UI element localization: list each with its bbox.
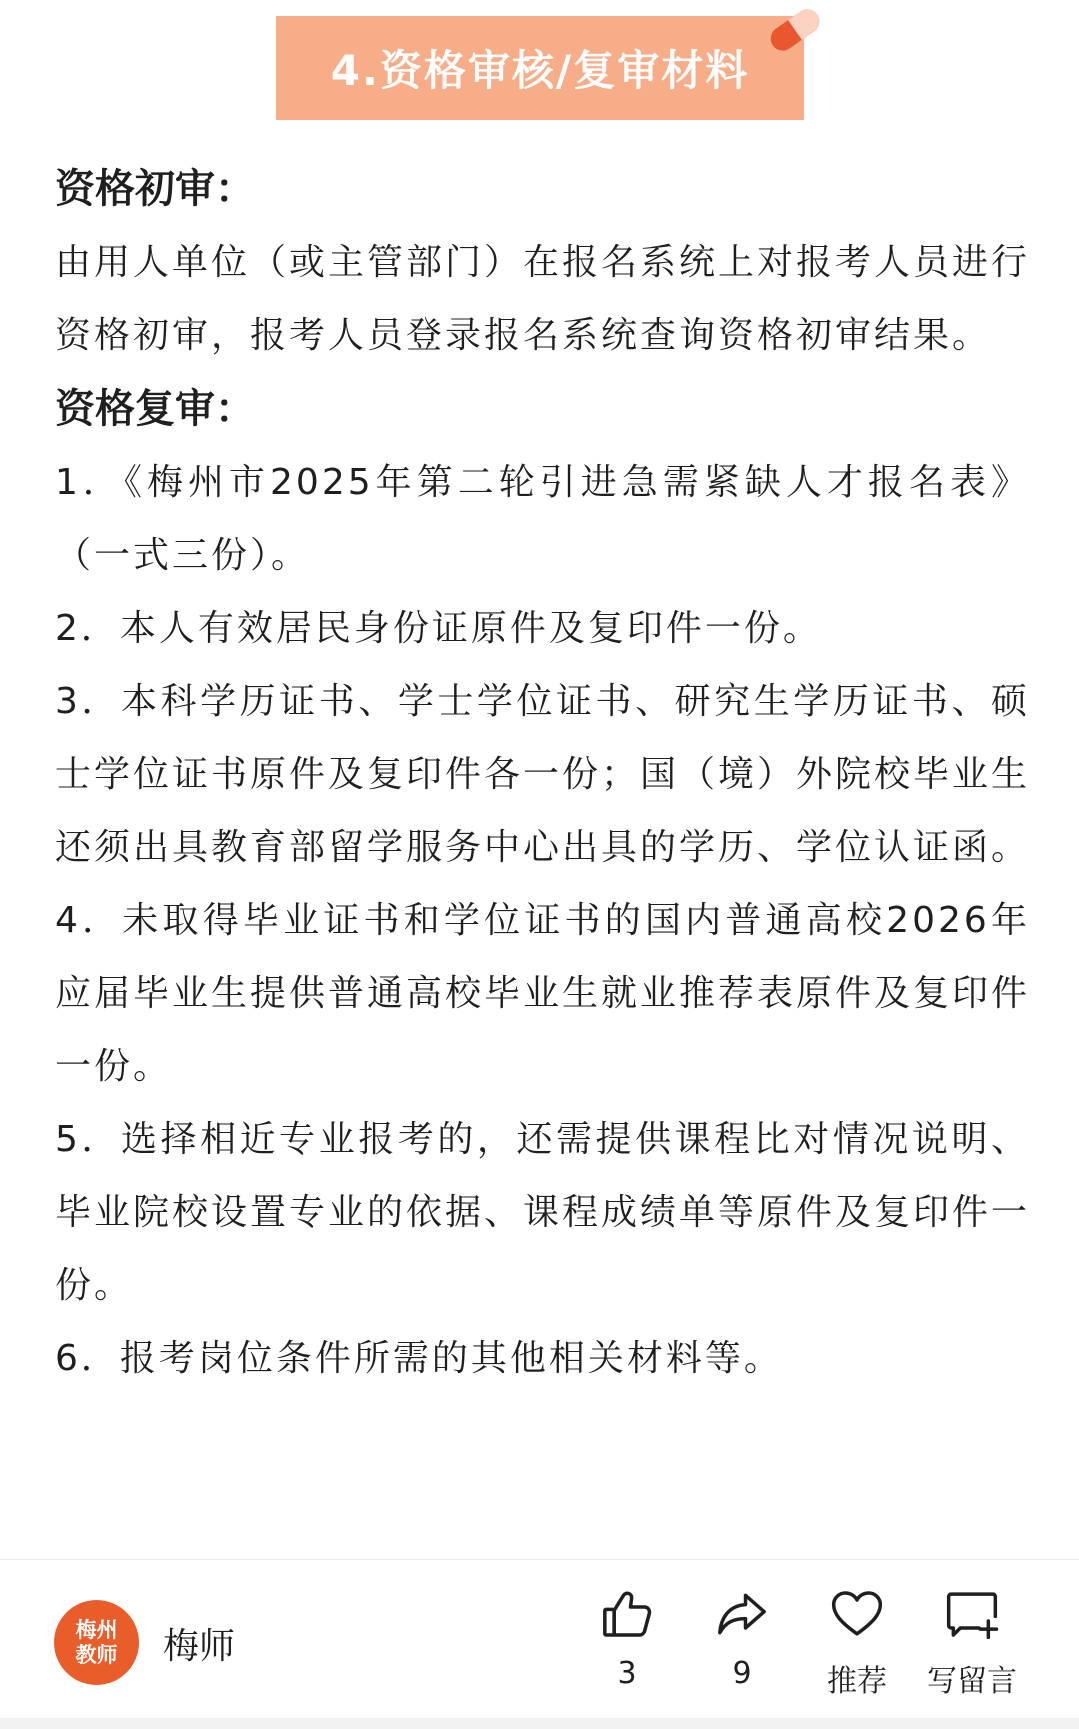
recommend-label: 推荐 — [827, 1664, 887, 1699]
list-item: 6．报考岗位条件所需的其他相关材料等。 — [55, 1338, 783, 1379]
pill-decoration-icon — [760, 0, 830, 60]
banner-title: 4.资格审核/复审材料 — [330, 46, 750, 95]
like-button[interactable] — [572, 1586, 682, 1691]
section-heading-re-review: 资格复审： — [55, 386, 255, 432]
write-comment-label: 写留言 — [927, 1664, 1017, 1699]
bottom-strip — [0, 1718, 1079, 1729]
thumbs-up-icon — [599, 1586, 655, 1642]
recommend-button[interactable] — [802, 1586, 912, 1700]
share-count: 9 — [732, 1656, 752, 1691]
like-count: 3 — [617, 1656, 637, 1691]
list-item: 1．《梅州市2025年第二轮引进急需紧缺人才报名表》（一式三份）。 — [55, 462, 1030, 576]
author-name[interactable]: 梅师 — [163, 1626, 236, 1667]
list-item: 3．本科学历证书、学士学位证书、研究生学历证书、硕士学位证书原件及复印件各一份；国（境）外院校毕业生还须出具教育部留学服务中心出具的学历、学位认证函。 — [55, 681, 1031, 868]
heart-icon — [829, 1586, 885, 1642]
section-heading-initial-review: 资格初审： — [55, 166, 255, 212]
list-item: 2．本人有效居民身份证原件及复印件一份。 — [55, 608, 822, 649]
list-item: 4．未取得毕业证书和学位证书的国内普通高校2026年应届毕业生提供普通高校毕业生就业推荐表原件及复印件一份。 — [55, 900, 1031, 1087]
footer-bar — [0, 1560, 1079, 1720]
avatar-text-line1: 梅州 — [75, 1617, 118, 1642]
share-button[interactable] — [687, 1586, 797, 1691]
comment-icon — [944, 1586, 1000, 1642]
section-banner — [276, 16, 804, 120]
list-item: 5．选择相近专业报考的，还需提供课程比对情况说明、毕业院校设置专业的依据、课程成绩单等原件及复印件一份。 — [55, 1119, 1031, 1306]
article-body — [55, 152, 1030, 1395]
avatar[interactable] — [54, 1600, 139, 1685]
paragraph: 由用人单位（或主管部门）在报名系统上对报考人员进行资格初审，报考人员登录报名系统查询资格初审结果。 — [55, 242, 1031, 356]
avatar-text-line2: 教师 — [75, 1642, 118, 1667]
share-icon — [714, 1586, 770, 1642]
write-comment-button[interactable] — [917, 1586, 1027, 1700]
